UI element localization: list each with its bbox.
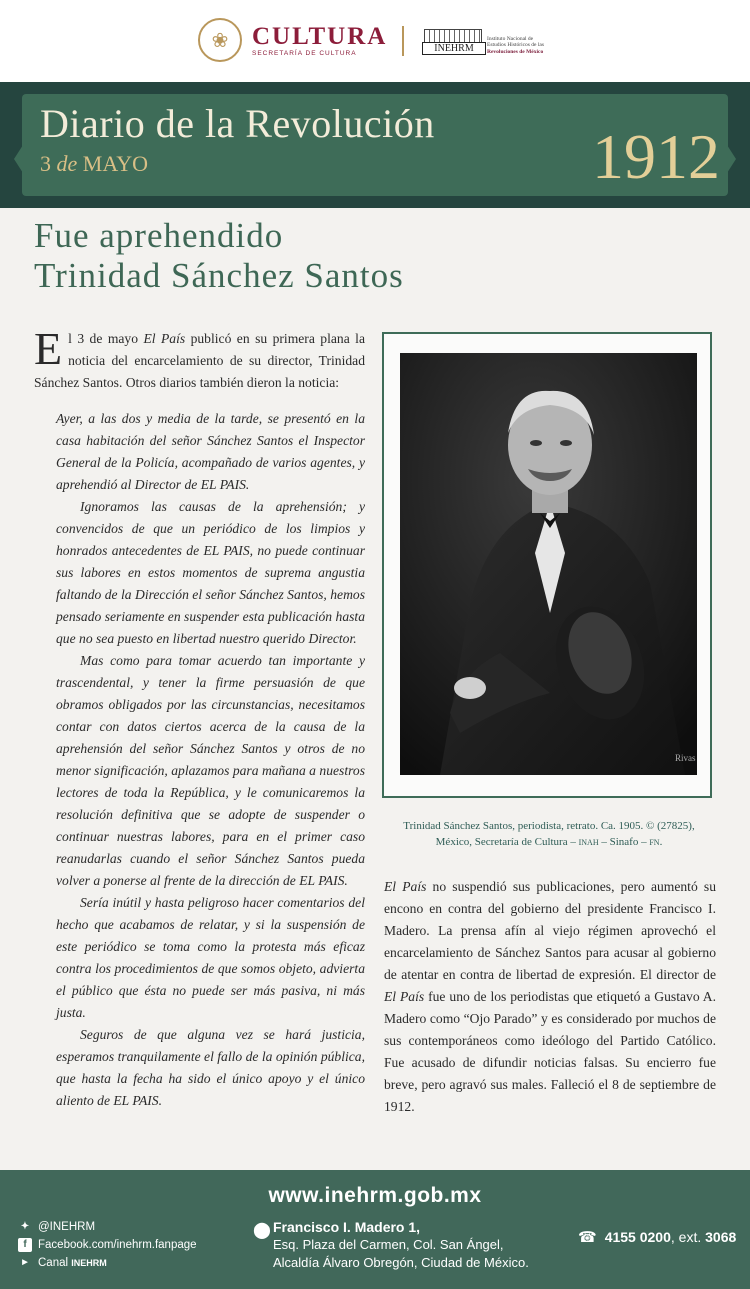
quote-paragraph: Seguros de que alguna vez se hará justicia, esperamos tranquilamente el fallo de la opinión pública, que hasta la fecha ha sido el único apoyo y el único aliento de EL PAIS. bbox=[56, 1027, 365, 1108]
quote-paragraph: Mas como para tomar acuerdo tan importante y trascendental, y tener la firme persuasión de que obramos obligados por las circunstancias, necesitamos contar con datos ciertos acerca de la causa de la aprehensión del señor Sánchez Santos y otros de no menor significación, aplazamos para mañana a nuestros lectores de toda la República, y le comunicaremos la resolución definitiva que se adopte de suspender o continuar nuestras labores, para en el primer caso reanudarlas cuando el señor Sánchez Santos pueda volver a ponerse al frente de la dirección de EL PAIS. bbox=[56, 653, 365, 888]
phone-contact[interactable] bbox=[578, 1228, 736, 1246]
mexico-seal-icon: ❀ bbox=[198, 18, 242, 62]
quote-paragraph: Ignoramos las causas de la aprehensión; y convencidos de que un periódico de los limpios y honrados antecedentes de EL PAIS, no puede continuar sus labores en estos momentos de suprema angustia faltando de la Dirección el señor Sánchez Santos, hemos pensado seriamente en suspender esta publicación hasta que no sea puesto en libertad nuestro querido Director. bbox=[56, 499, 365, 646]
article-right-column bbox=[384, 876, 716, 1118]
intro-part-a: l 3 de mayo bbox=[68, 331, 144, 346]
logo-divider bbox=[402, 26, 404, 56]
drop-cap: E bbox=[34, 323, 63, 374]
twitter-icon: ✦ bbox=[20, 1221, 30, 1232]
phone-ext-label: , ext. bbox=[670, 1229, 702, 1245]
right-paper-name-2: El País bbox=[384, 989, 425, 1004]
youtube-label: Canal bbox=[38, 1257, 69, 1269]
intro-part-b: publicó en su primera plana la noticia del encarcelamiento de su director, Trinidad Sánchez Santos. Otros diarios también dieron la noticia: bbox=[34, 331, 365, 390]
twitter-handle: @INEHRM bbox=[38, 1221, 96, 1233]
banner-left-notch bbox=[14, 145, 23, 173]
banner-month: MAYO bbox=[82, 151, 148, 176]
quote-paragraph: Sería inútil y hasta peligroso hacer comentarios del hecho que acabamos de relatar, y si la suspensión de este periódico se toma como la protesta más eficaz contra los procedimientos de que somos objeto, advierta el público que ésta no puede ser más pasiva, ni más justa. bbox=[56, 895, 365, 1020]
phone-number: 4155 0200 bbox=[604, 1229, 671, 1245]
caption-fn: fn bbox=[649, 836, 660, 848]
phone-icon: ☎ bbox=[578, 1229, 597, 1246]
inehrm-logo[interactable] bbox=[422, 27, 544, 55]
youtube-icon: ▶ bbox=[22, 1259, 28, 1266]
banner-year: 1912 bbox=[592, 121, 720, 192]
headline-line1: Fue aprehendido bbox=[34, 216, 284, 255]
article-intro bbox=[34, 323, 365, 394]
banner-date bbox=[40, 151, 148, 177]
location-pin-icon: ⬤ bbox=[253, 1222, 271, 1239]
address-lines bbox=[273, 1218, 529, 1272]
inehrm-word: INEHRM bbox=[422, 42, 486, 55]
headline-line2: Trinidad Sánchez Santos bbox=[34, 256, 404, 295]
inehrm-line1: Instituto Nacional de bbox=[487, 36, 534, 43]
right-part-b: fue uno de los periodistas que etiquetó a Gustavo A. Madero como “Ojo Parado” y es considerado por muchos de sus contemporáneos como ideólogo del Partido Católico. Fue acusado de difundir noticias falsas. Su encierro fue breve, pero agravó sus males. Falleció el 8 de septiembre de 1912. bbox=[384, 989, 717, 1114]
banner-title: Diario de la Revolución bbox=[40, 101, 435, 146]
caption-inah: inah bbox=[578, 836, 599, 848]
photo-signature: Rivas bbox=[675, 753, 696, 763]
photo-caption bbox=[384, 818, 714, 850]
footer bbox=[0, 1170, 750, 1289]
cultura-logo[interactable] bbox=[198, 18, 387, 62]
cultura-logotype bbox=[252, 24, 387, 57]
phone-ext: 3068 bbox=[705, 1229, 737, 1245]
caption-part-c: . bbox=[659, 836, 663, 848]
inehrm-line2: Estudios Históricos de las bbox=[487, 42, 544, 49]
youtube-name: INEHRM bbox=[71, 1258, 107, 1268]
inehrm-full-name bbox=[487, 36, 544, 55]
banner-right-notch bbox=[727, 145, 736, 173]
portrait-photo bbox=[400, 353, 697, 775]
intro-paper-name: El País bbox=[143, 331, 186, 346]
facebook-icon: f bbox=[18, 1238, 32, 1252]
website-link[interactable]: www.inehrm.gob.mx bbox=[268, 1184, 482, 1207]
article-headline bbox=[34, 216, 404, 296]
cultura-title: CULTURA bbox=[252, 22, 388, 50]
right-paper-name: El País bbox=[384, 879, 427, 894]
banner-day: 3 bbox=[40, 151, 51, 176]
building-icon bbox=[422, 27, 484, 55]
address bbox=[253, 1218, 529, 1272]
address-line3: Alcaldía Álvaro Obregón, Ciudad de México. bbox=[273, 1255, 529, 1270]
article-left-column bbox=[34, 323, 365, 1112]
inehrm-line3: Revoluciones de México bbox=[487, 48, 544, 55]
banner-de: de bbox=[56, 151, 78, 176]
social-links bbox=[18, 1218, 197, 1272]
caption-part-a: Trinidad Sánchez Santos, periodista, retrato. Ca. 1905. © (27825), México, Secretaría de Cultura – bbox=[403, 820, 695, 848]
portrait-illustration bbox=[400, 353, 697, 775]
facebook-link[interactable] bbox=[18, 1236, 197, 1254]
caption-part-b: – Sinafo – bbox=[598, 836, 650, 848]
address-line1: Francisco I. Madero 1, bbox=[273, 1219, 421, 1235]
facebook-url: Facebook.com/inehrm.fanpage bbox=[38, 1239, 197, 1251]
quote-paragraph: Ayer, a las dos y media de la tarde, se presentó en la casa habitación del señor Sánchez Santos el Inspector General de la Policía, acompañado de varios agentes, y aprehendió al Director de EL PAIS. bbox=[56, 411, 365, 492]
top-header bbox=[0, 0, 750, 82]
twitter-link[interactable] bbox=[18, 1218, 197, 1236]
address-line2: Esq. Plaza del Carmen, Col. San Ángel, bbox=[273, 1237, 504, 1252]
youtube-link[interactable] bbox=[18, 1254, 197, 1272]
newspaper-quote bbox=[56, 408, 365, 1112]
right-part-a: no suspendió sus publicaciones, pero aumentó su encono en contra del gobierno del presidente Francisco I. Madero. La prensa afín al viejo régimen aprovechó el encarcelamiento de Sánchez Santos para acusar al gobierno de atentar en contra de libertad de expresión. El director de bbox=[384, 879, 716, 982]
cultura-subtitle: SECRETARÍA DE CULTURA bbox=[252, 49, 357, 57]
